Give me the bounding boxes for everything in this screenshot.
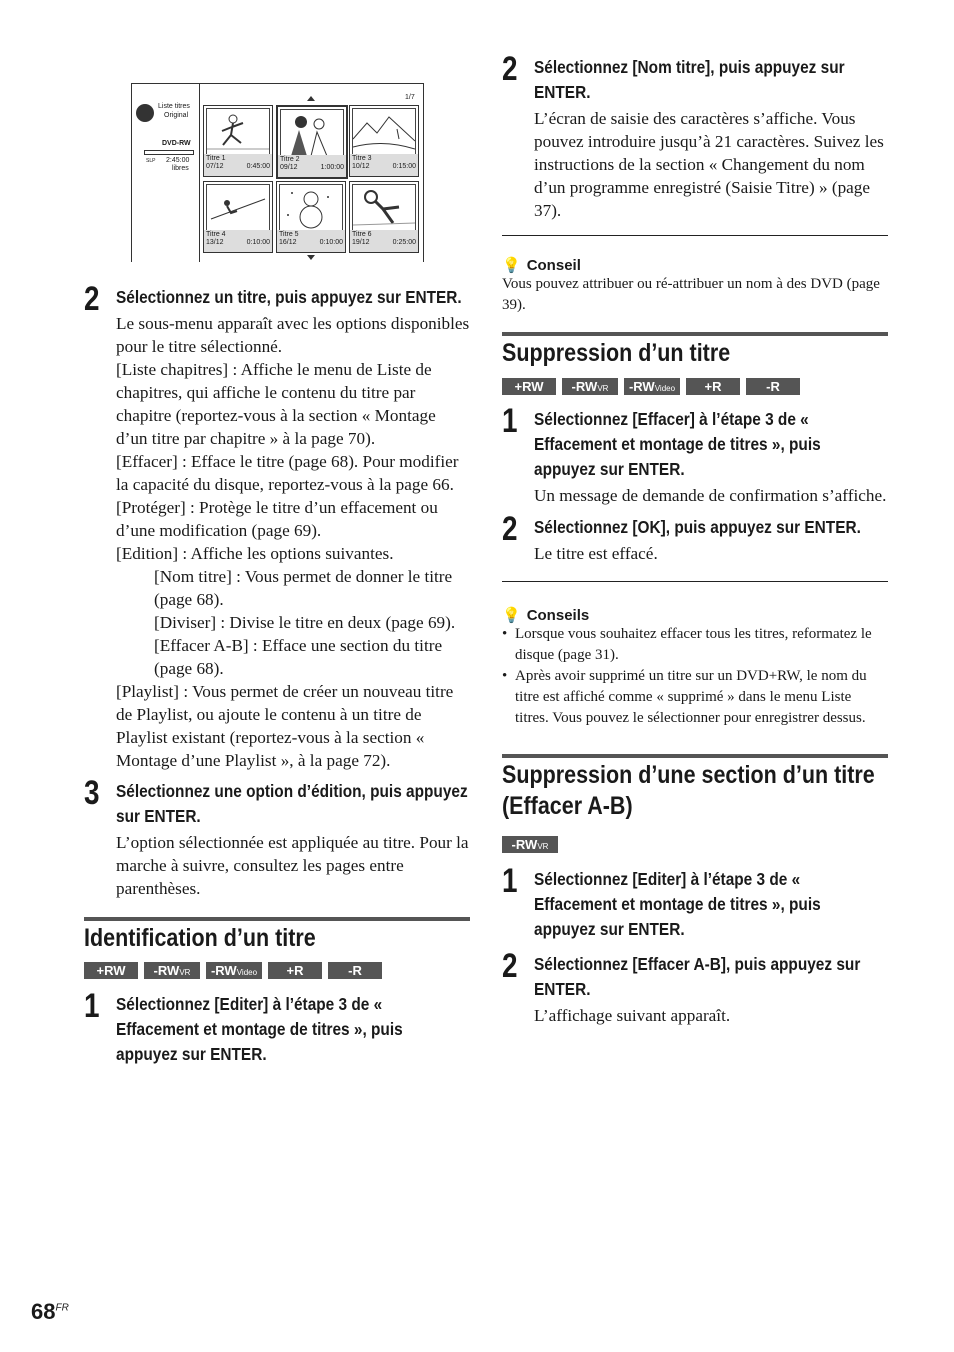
disc-badges <box>502 378 888 395</box>
badge-minus-rw-video: -RWVideo <box>624 378 680 395</box>
thumb-date: 10/12 <box>352 163 370 170</box>
page-number-value: 68 <box>31 1299 56 1324</box>
tip-rule <box>502 581 888 582</box>
paragraph: Un message de demande de confirmation s’affiche. <box>534 486 887 505</box>
couple-icon <box>280 109 344 157</box>
tip-rule-top <box>502 235 888 236</box>
paragraph: Le titre est effacé. <box>534 544 658 563</box>
screen-title: Liste titres <box>158 103 190 110</box>
badge-minus-r: -R <box>328 962 382 979</box>
section-title: Identification d’un titre <box>84 924 316 952</box>
disc-badges <box>84 962 470 979</box>
step-number: 3 <box>84 774 100 812</box>
thumb-duration: 0:25:00 <box>392 239 416 246</box>
record-mode: SLP <box>146 158 156 164</box>
paragraph: [Edition] : Affiche les options suivantes. <box>116 544 394 563</box>
step-3-left <box>84 774 470 900</box>
step-title: Sélectionnez une option d’édition, puis appuyez sur ENTER. <box>116 781 468 826</box>
landscape-icon <box>352 108 416 156</box>
page-number <box>31 1299 69 1325</box>
step-title: Sélectionnez [OK], puis appuyez sur ENTER. <box>534 517 861 537</box>
sub-option: [Nom titre] : Vous permet de donner le titre (page 68). <box>154 567 453 609</box>
thumbnail-3[interactable] <box>349 105 419 177</box>
tip-bullet: • Après avoir supprimé un titre sur un DVD+RW, le nom du titre est affiché comme « supprimé » dans le menu Liste titres. Vous pouvez le sélectionner pour enregistrer dessus. <box>502 666 888 729</box>
step-title: Sélectionnez un titre, puis appuyez sur ENTER. <box>116 287 462 307</box>
screen-divider <box>199 84 200 262</box>
capacity-bar <box>144 150 194 155</box>
skier-icon <box>206 184 270 232</box>
section-rule <box>502 332 888 336</box>
right-column <box>502 50 888 1027</box>
disc-type: DVD-RW <box>162 140 191 147</box>
badge-minus-rw-vr: -RWVR <box>144 962 200 979</box>
left-column <box>84 280 470 1069</box>
badge-plus-r: +R <box>268 962 322 979</box>
title-list-screen <box>131 83 424 262</box>
badge-plus-rw: +RW <box>502 378 556 395</box>
step-title: Sélectionnez [Nom titre], puis appuyez sur ENTER. <box>534 57 845 102</box>
thumb-title: Titre 4 <box>206 231 226 238</box>
thumb-date: 16/12 <box>279 239 297 246</box>
step-title: Sélectionnez [Effacer A-B], puis appuyez sur ENTER. <box>534 954 861 999</box>
thumb-date: 19/12 <box>352 239 370 246</box>
tennis-player-icon <box>352 184 416 232</box>
step-2-left <box>84 280 470 772</box>
step-number: 2 <box>502 50 518 88</box>
paragraph: [Effacer] : Efface le titre (page 68). Pour modifier la capacité du disque, reportez-vous à la page 66. <box>116 452 459 494</box>
disc-icon <box>136 104 154 122</box>
section-rule <box>502 754 888 758</box>
tip-bullet: • Lorsque vous souhaitez effacer tous les titres, reformatez le disque (page 31). <box>502 624 888 666</box>
step-1-identification <box>84 987 470 1067</box>
thumbnail-1[interactable] <box>203 105 273 177</box>
tip-box <box>502 256 888 316</box>
thumbnail-4[interactable] <box>203 181 273 253</box>
paragraph: L’affichage suivant apparaît. <box>534 1006 731 1025</box>
paragraph: L’écran de saisie des caractères s’affiche. Vous pouvez introduire jusqu’à 21 caractères. Suivez les instructions de la section « Changement du nom d’un programme enregistré (Saisie Titre) » (page 37). <box>534 109 884 220</box>
lightbulb-icon: 💡 <box>502 607 521 624</box>
paragraph: [Liste chapitres] : Affiche le menu de Liste de chapitres, qui affiche le contenu du titre par chapitre (reportez-vous à la section « Montage d’un titre par chapitre » à la page 70). <box>116 360 436 448</box>
tips-box <box>502 606 888 729</box>
step-number: 1 <box>502 402 518 440</box>
step-number: 1 <box>502 862 518 900</box>
thumb-date: 09/12 <box>280 164 298 171</box>
section-rule <box>84 917 470 921</box>
sub-option: [Diviser] : Divise le titre en deux (page 69). <box>154 613 456 632</box>
thumbnail-2[interactable] <box>276 105 348 179</box>
thumb-duration: 1:00:00 <box>320 164 344 171</box>
thumb-duration: 0:10:00 <box>319 239 343 246</box>
scroll-up-icon <box>307 96 315 101</box>
section-title: Suppression d’un titre <box>502 339 731 367</box>
disc-badges <box>502 836 888 853</box>
thumb-date: 07/12 <box>206 163 224 170</box>
step-number: 2 <box>502 510 518 548</box>
paragraph: [Playlist] : Vous permet de créer un nouveau titre de Playlist, ou ajoute le contenu à un titre de Playlist existant (reportez-vous à la section « Montage d’une Playlist », à la page 72). <box>116 682 454 770</box>
badge-plus-rw: +RW <box>84 962 138 979</box>
step-number: 2 <box>84 280 100 318</box>
tip-heading: Conseil <box>526 256 581 274</box>
thumb-title: Titre 5 <box>279 231 299 238</box>
thumb-date: 13/12 <box>206 239 224 246</box>
lightbulb-icon: 💡 <box>502 257 521 274</box>
paragraph: Le sous-menu apparaît avec les options disponibles pour le titre sélectionné. <box>116 314 470 356</box>
step-2-right <box>502 50 888 222</box>
badge-minus-rw-vr: -RWVR <box>502 836 558 853</box>
thumbnail-6[interactable] <box>349 181 419 253</box>
step-1-delete <box>502 402 888 507</box>
badge-minus-r: -R <box>746 378 800 395</box>
paragraph: L’option sélectionnée est appliquée au titre. Pour la marche à suivre, consultez les pages entre parenthèses. <box>116 833 469 898</box>
step-1-ab <box>502 862 888 942</box>
step-number: 2 <box>502 947 518 985</box>
step-2-ab <box>502 947 888 1027</box>
step-number: 1 <box>84 987 100 1025</box>
thumb-title: Titre 2 <box>280 156 300 163</box>
section-title: Suppression d’une section d’un titre (Effacer A-B) <box>502 761 875 820</box>
page-indicator: 1/7 <box>405 94 415 101</box>
badge-minus-rw-video: -RWVideo <box>206 962 262 979</box>
badge-minus-rw-vr: -RWVR <box>562 378 618 395</box>
thumb-duration: 0:10:00 <box>246 239 270 246</box>
badge-plus-r: +R <box>686 378 740 395</box>
tips-heading: Conseils <box>526 606 590 624</box>
page-lang: FR <box>55 1302 69 1314</box>
free-time: 2:45:00 <box>166 157 190 164</box>
step-title: Sélectionnez [Effacer] à l’étape 3 de « Effacement et montage de titres », puis appuyez sur ENTER. <box>534 409 821 479</box>
snowman-icon <box>279 184 343 232</box>
runner-icon <box>206 108 270 156</box>
thumb-duration: 0:15:00 <box>392 163 416 170</box>
screen-subtitle: Original <box>164 112 189 119</box>
step-title: Sélectionnez [Editer] à l’étape 3 de « Effacement et montage de titres », puis appuyez sur ENTER. <box>116 994 403 1064</box>
thumb-title: Titre 3 <box>352 155 372 162</box>
thumbnail-5[interactable] <box>276 181 346 253</box>
tip-text: Vous pouvez attribuer ou ré-attribuer un nom à des DVD (page 39). <box>502 276 880 313</box>
scroll-down-icon <box>307 255 315 260</box>
thumb-title: Titre 1 <box>206 155 226 162</box>
thumb-duration: 0:45:00 <box>246 163 270 170</box>
step-title: Sélectionnez [Editer] à l’étape 3 de « Effacement et montage de titres », puis appuyez sur ENTER. <box>534 869 821 939</box>
free-label: libres <box>172 165 189 172</box>
paragraph: [Protéger] : Protège le titre d’un effacement ou d’une modification (page 69). <box>116 498 438 540</box>
sub-option: [Effacer A-B] : Efface une section du titre (page 68). <box>154 636 443 678</box>
thumb-title: Titre 6 <box>352 231 372 238</box>
step-2-delete <box>502 510 888 565</box>
